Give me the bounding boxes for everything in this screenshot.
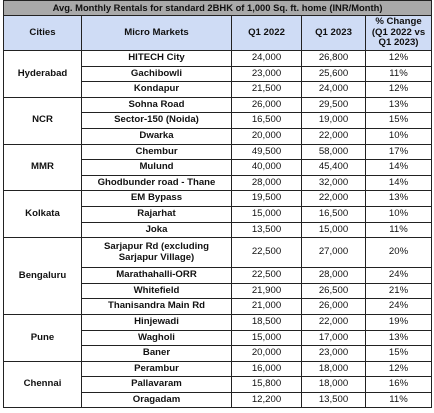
percent-change-cell: 24% (366, 299, 432, 315)
percent-change-cell: 19% (366, 314, 432, 330)
micro-market-cell: Chembur (82, 144, 232, 160)
q1-2023-cell: 25,600 (302, 66, 366, 82)
q1-2023-cell: 22,000 (302, 191, 366, 207)
micro-market-cell: Whitefield (82, 283, 232, 299)
micro-market-cell: Baner (82, 346, 232, 362)
q1-2023-cell: 45,400 (302, 160, 366, 176)
q1-2023-cell: 23,000 (302, 346, 366, 362)
header-q1-2023: Q1 2023 (302, 16, 366, 51)
header-cities: Cities (4, 16, 82, 51)
percent-change-cell: 11% (366, 392, 432, 408)
q1-2022-cell: 12,200 (232, 392, 302, 408)
micro-market-cell: Sohna Road (82, 97, 232, 113)
percent-change-cell: 10% (366, 128, 432, 144)
q1-2022-cell: 15,000 (232, 330, 302, 346)
city-cell: Bengaluru (4, 238, 82, 315)
q1-2023-cell: 22,000 (302, 128, 366, 144)
percent-change-cell: 13% (366, 330, 432, 346)
q1-2022-cell: 20,000 (232, 128, 302, 144)
percent-change-cell: 24% (366, 268, 432, 284)
q1-2022-cell: 21,000 (232, 299, 302, 315)
table-title: Avg. Monthly Rentals for standard 2BHK of 1,000 Sq. ft. home (INR/Month) (4, 1, 432, 16)
micro-market-cell: Sarjapur Rd (excluding Sarjapur Village) (82, 238, 232, 268)
title-row (4, 1, 432, 16)
table-row (4, 144, 432, 160)
micro-market-cell: Gachibowli (82, 66, 232, 82)
q1-2022-cell: 28,000 (232, 175, 302, 191)
q1-2023-cell: 32,000 (302, 175, 366, 191)
q1-2023-cell: 24,000 (302, 82, 366, 98)
micro-market-cell: Marathahalli-ORR (82, 268, 232, 284)
percent-change-cell: 12% (366, 361, 432, 377)
city-cell: Pune (4, 314, 82, 361)
micro-market-cell: Mulund (82, 160, 232, 176)
q1-2022-cell: 24,000 (232, 51, 302, 67)
micro-market-cell: Kondapur (82, 82, 232, 98)
micro-market-cell: EM Bypass (82, 191, 232, 207)
micro-market-cell: Wagholi (82, 330, 232, 346)
q1-2022-cell: 26,000 (232, 97, 302, 113)
percent-change-cell: 13% (366, 191, 432, 207)
percent-change-cell: 11% (366, 66, 432, 82)
table-row (4, 51, 432, 67)
q1-2022-cell: 15,000 (232, 206, 302, 222)
micro-market-cell: Oragadam (82, 392, 232, 408)
micro-market-cell: Thanisandra Main Rd (82, 299, 232, 315)
q1-2023-cell: 26,000 (302, 299, 366, 315)
q1-2022-cell: 15,800 (232, 377, 302, 393)
micro-market-cell: Rajarhat (82, 206, 232, 222)
micro-market-cell: Perambur (82, 361, 232, 377)
table-row (4, 97, 432, 113)
percent-change-cell: 11% (366, 222, 432, 238)
q1-2023-cell: 29,500 (302, 97, 366, 113)
percent-change-cell: 16% (366, 377, 432, 393)
micro-market-cell: HITECH City (82, 51, 232, 67)
micro-market-cell: Pallavaram (82, 377, 232, 393)
percent-change-cell: 12% (366, 82, 432, 98)
q1-2023-cell: 17,000 (302, 330, 366, 346)
q1-2023-cell: 18,000 (302, 361, 366, 377)
table-row (4, 314, 432, 330)
city-cell: Hyderabad (4, 51, 82, 98)
q1-2022-cell: 19,500 (232, 191, 302, 207)
q1-2023-cell: 16,500 (302, 206, 366, 222)
city-cell: NCR (4, 97, 82, 144)
percent-change-cell: 20% (366, 238, 432, 268)
q1-2022-cell: 40,000 (232, 160, 302, 176)
city-cell: MMR (4, 144, 82, 191)
city-cell: Kolkata (4, 191, 82, 238)
table-row (4, 191, 432, 207)
q1-2022-cell: 49,500 (232, 144, 302, 160)
q1-2022-cell: 22,500 (232, 238, 302, 268)
percent-change-cell: 17% (366, 144, 432, 160)
percent-change-cell: 14% (366, 160, 432, 176)
q1-2022-cell: 22,500 (232, 268, 302, 284)
q1-2023-cell: 15,000 (302, 222, 366, 238)
percent-change-cell: 12% (366, 51, 432, 67)
percent-change-cell: 15% (366, 346, 432, 362)
table-row (4, 238, 432, 268)
rental-table (3, 0, 432, 408)
q1-2022-cell: 16,000 (232, 361, 302, 377)
header-percent-change: % Change (Q1 2022 vs Q1 2023) (366, 16, 432, 51)
percent-change-cell: 15% (366, 113, 432, 129)
q1-2023-cell: 19,000 (302, 113, 366, 129)
percent-change-cell: 21% (366, 283, 432, 299)
q1-2022-cell: 18,500 (232, 314, 302, 330)
micro-market-cell: Hinjewadi (82, 314, 232, 330)
q1-2023-cell: 58,000 (302, 144, 366, 160)
q1-2022-cell: 16,500 (232, 113, 302, 129)
q1-2023-cell: 26,800 (302, 51, 366, 67)
q1-2023-cell: 27,000 (302, 238, 366, 268)
q1-2023-cell: 13,500 (302, 392, 366, 408)
q1-2022-cell: 23,000 (232, 66, 302, 82)
micro-market-cell: Joka (82, 222, 232, 238)
q1-2022-cell: 21,500 (232, 82, 302, 98)
q1-2023-cell: 26,500 (302, 283, 366, 299)
micro-market-cell: Sector-150 (Noida) (82, 113, 232, 129)
q1-2023-cell: 28,000 (302, 268, 366, 284)
q1-2022-cell: 20,000 (232, 346, 302, 362)
q1-2023-cell: 22,000 (302, 314, 366, 330)
percent-change-cell: 14% (366, 175, 432, 191)
header-row (4, 16, 432, 51)
micro-market-cell: Ghodbunder road - Thane (82, 175, 232, 191)
percent-change-cell: 13% (366, 97, 432, 113)
rental-table-container (3, 0, 431, 408)
q1-2023-cell: 18,000 (302, 377, 366, 393)
q1-2022-cell: 13,500 (232, 222, 302, 238)
header-q1-2022: Q1 2022 (232, 16, 302, 51)
micro-market-cell: Dwarka (82, 128, 232, 144)
header-micro-markets: Micro Markets (82, 16, 232, 51)
table-row (4, 361, 432, 377)
percent-change-cell: 10% (366, 206, 432, 222)
q1-2022-cell: 21,900 (232, 283, 302, 299)
city-cell: Chennai (4, 361, 82, 408)
